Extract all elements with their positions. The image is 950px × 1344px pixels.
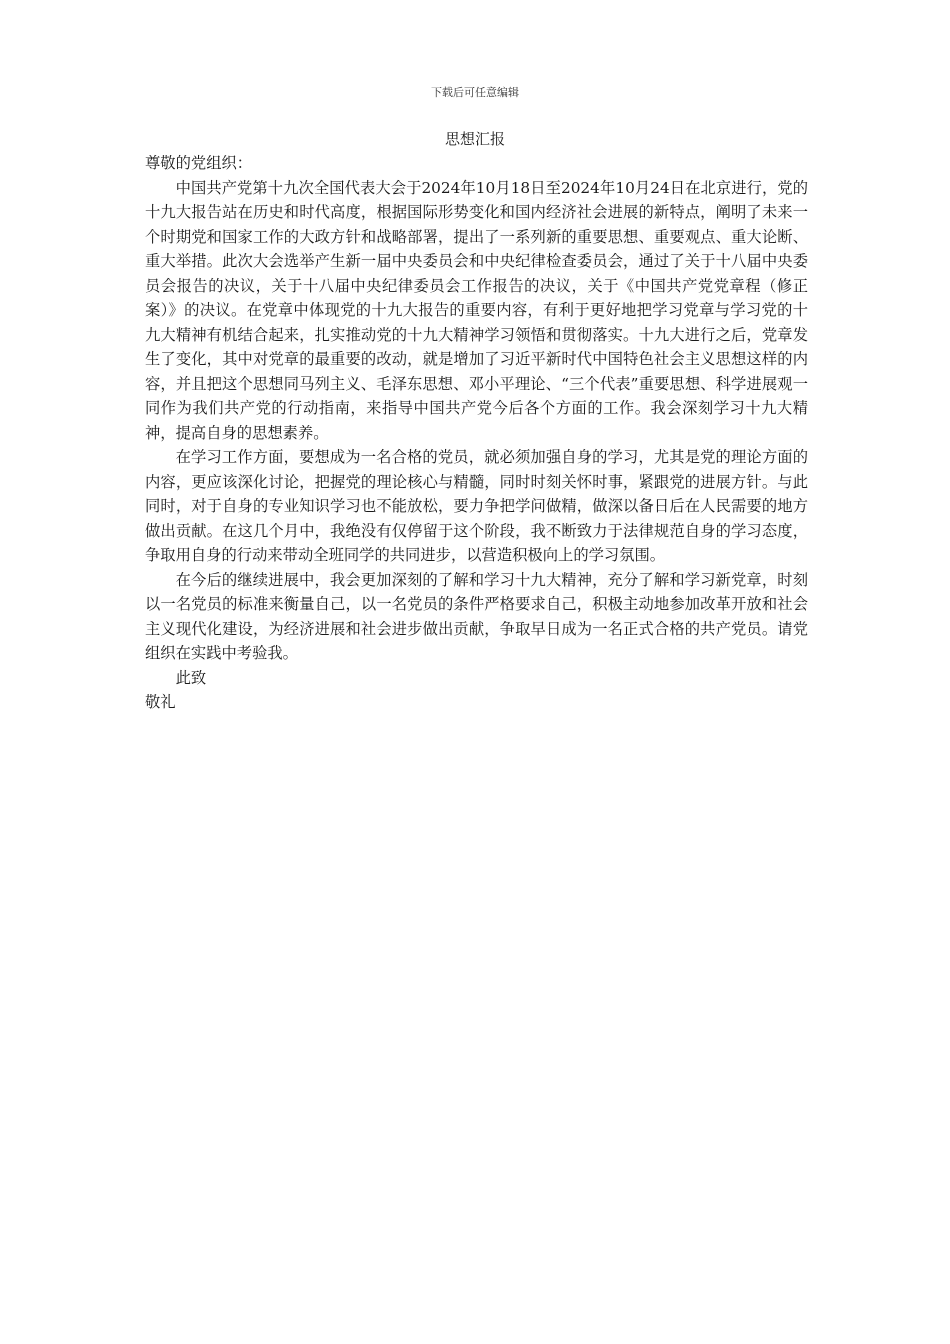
header-note: 下载后可任意编辑 [431,86,519,99]
paragraph-2: 在学习工作方面，要想成为一名合格的党员，就必须加强自身的学习，尤其是党的理论方面的内容，更应该深化讨论，把握党的理论核心与精髓，同时时刻关怀时事，紧跟党的进展方针。与此同时，对于自身的专业知识学习也不能放松，要力争把学问做精，做深以备日后在人民需要的地方做出贡献。在这几个月中，我绝没有仅停留于这个阶段，我不断致力于法律规范自身的学习态度，争取用自身的行动来带动全班同学的共同进步，以营造积极向上的学习氛围。 [145,448,808,564]
page-title: 思想汇报 [444,130,505,148]
paragraph-1: 中国共产党第十九次全国代表大会于2024年10月18日至2024年10月24日在北京进行，党的十九大报告站在历史和时代高度，根据国际形势变化和国内经济社会进展的新特点，阐明了未来一个时期党和国家工作的大政方针和战略部署，提出了一系列新的重要思想、重要观点、重大论断、重大举措。此次大会选举产生新一届中央委员会和中央纪律检查委员会，通过了关于十八届中央委员会报告的决议，关于十八届中央纪律委员会工作报告的决议，关于《中国共产党党章程（修正案）》的决议。在党章中体现党的十九大报告的重要内容，有利于更好地把学习党章与学习党的十九大精神有机结合起来，扎实推动党的十九大精神学习领悟和贯彻落实。十九大进行之后，党章发生了变化，其中对党章的最重要的改动，就是增加了习近平新时代中国特色社会主义思想这样的内容，并且把这个思想同马列主义、毛泽东思想、邓小平理论、“三个代表”重要思想、科学进展观一同作为我们共产党的行动指南，来指导中国共产党今后各个方面的工作。我会深刻学习十九大精神，提高自身的思想素养。 [145,178,808,442]
closing-line-1: 此致 [175,668,207,687]
paragraph-3: 在今后的继续进展中，我会更加深刻的了解和学习十九大精神，充分了解和学习新党章，时刻以一名党员的标准来衡量自己，以一名党员的条件严格要求自己，积极主动地参加改革开放和社会主义现代化建设，为经济进展和社会进步做出贡献，争取早日成为一名正式合格的共产党员。请党组织在实践中考验我。 [145,570,808,662]
document-body [145,151,808,715]
salutation: 尊敬的党组织： [145,154,253,172]
closing-line-2: 敬礼 [145,693,176,711]
